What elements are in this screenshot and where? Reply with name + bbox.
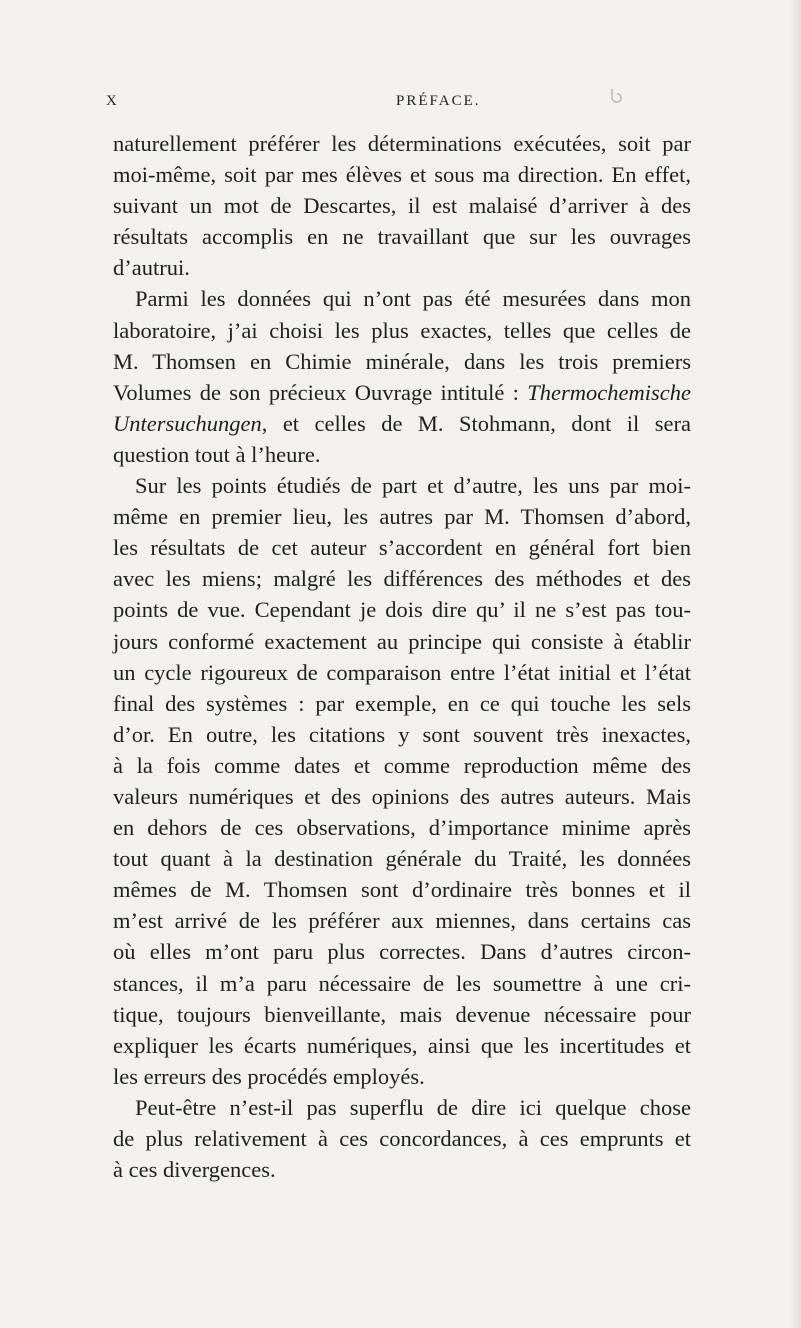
- line-text: les erreurs des procédés employés.: [113, 1063, 425, 1089]
- line-text: tout quant à la destination générale du Traité, les données: [113, 846, 691, 872]
- line-text: Peut-être n’est-il pas superflu de dire ici quelque chose: [135, 1094, 691, 1120]
- text-line: [113, 532, 691, 563]
- text-line: [113, 936, 691, 967]
- text-line: [113, 657, 691, 688]
- line-text: en dehors de ces observations, d’importance minime après: [113, 815, 691, 841]
- book-title-italic: Thermochemische: [527, 379, 691, 405]
- line-text: question tout à l’heure.: [113, 441, 321, 467]
- line-text: d’autrui.: [113, 255, 190, 281]
- text-line: [113, 688, 691, 719]
- text-line: [113, 812, 691, 843]
- line-text: à la fois comme dates et comme reproduction même des: [113, 752, 691, 778]
- text-line: [113, 999, 691, 1030]
- text-line: [113, 719, 691, 750]
- text-line: [113, 1061, 691, 1092]
- text-line: [113, 346, 691, 377]
- line-text: stances, il m’a paru nécessaire de les soumettre à une cri-: [113, 970, 691, 996]
- text-line: [113, 563, 691, 594]
- text-line: [113, 221, 691, 252]
- text-line: [113, 408, 691, 439]
- text-line: [113, 1123, 691, 1154]
- line-text: avec les miens; malgré les différences des méthodes et des: [113, 566, 691, 592]
- text-line: [113, 905, 691, 936]
- text-line: [113, 470, 691, 501]
- line-text: d’or. En outre, les citations y sont souvent très inexactes,: [113, 721, 691, 747]
- page-number: X: [106, 93, 118, 109]
- line-text: où elles m’ont paru plus correctes. Dans d’autres circon-: [113, 939, 691, 965]
- text-line: [113, 843, 691, 874]
- text-line: [113, 439, 691, 470]
- line-text: valeurs numériques et des opinions des autres auteurs. Mais: [113, 783, 691, 809]
- line-text: expliquer les écarts numériques, ainsi que les incertitudes et: [113, 1032, 691, 1058]
- line-text: même en premier lieu, les autres par M. Thomsen d’abord,: [113, 504, 691, 530]
- line-text: final des systèmes : par exemple, en ce qui touche les sels: [113, 690, 691, 716]
- text-line: [113, 252, 691, 283]
- line-text: naturellement préférer les déterminations exécutées, soit par: [113, 131, 691, 156]
- line-text: Sur les points étudiés de part et d’autre, les uns par moi-: [135, 473, 691, 499]
- line-text: de plus relativement à ces concordances, à ces emprunts et: [113, 1126, 691, 1151]
- page-header: [0, 93, 801, 117]
- text-line: [113, 1092, 691, 1123]
- line-text: moi-même, soit par mes élèves et sous ma direction. En effet,: [113, 162, 691, 188]
- text-line: [113, 377, 691, 408]
- text-line: [113, 159, 691, 190]
- body-text: [113, 128, 691, 1185]
- line-text: résultats accomplis en ne travaillant que sur les ouvrages: [113, 224, 691, 250]
- line-text: jours conformé exactement au principe qui consiste à établir: [113, 628, 691, 654]
- line-text: un cycle rigoureux de comparaison entre l’état initial et l’état: [113, 659, 691, 685]
- text-line: [113, 283, 691, 314]
- page-edge-shadow: [789, 0, 801, 1328]
- line-text: M. Thomsen en Chimie minérale, dans les trois premiers: [113, 348, 691, 374]
- line-text: points de vue. Cependant je dois dire qu’ il ne s’est pas tou-: [113, 597, 691, 623]
- library-stamp-mark: [609, 88, 623, 104]
- text-line: [113, 750, 691, 781]
- line-text: à ces divergences.: [113, 1157, 276, 1183]
- line-text-continued: , et celles de M. Stohmann, dont il sera: [261, 410, 691, 436]
- text-line: [113, 128, 691, 159]
- line-text: suivant un mot de Descartes, il est malaisé d’arriver à des: [113, 193, 691, 219]
- book-title-italic: Untersuchungen: [113, 410, 262, 436]
- text-line: [113, 501, 691, 532]
- line-text: m’est arrivé de les préférer aux miennes, dans certains cas: [113, 908, 691, 934]
- text-line: [113, 968, 691, 999]
- text-line: [113, 781, 691, 812]
- text-line: [113, 1154, 691, 1185]
- line-text: laboratoire, j’ai choisi les plus exactes, telles que celles de: [113, 317, 691, 343]
- text-line: [113, 315, 691, 346]
- text-line: [113, 626, 691, 657]
- line-text: Parmi les données qui n’ont pas été mesurées dans mon: [135, 286, 691, 312]
- line-text: Volumes de son précieux Ouvrage intitulé :: [113, 379, 528, 405]
- line-text: mêmes de M. Thomsen sont d’ordinaire très bonnes et il: [113, 877, 691, 903]
- line-text: tique, toujours bienveillante, mais devenue nécessaire pour: [113, 1001, 691, 1027]
- line-text: les résultats de cet auteur s’accordent en général fort bien: [113, 535, 691, 561]
- text-line: [113, 190, 691, 221]
- running-head: PRÉFACE.: [396, 93, 481, 109]
- text-line: [113, 1030, 691, 1061]
- text-line: [113, 594, 691, 625]
- text-line: [113, 874, 691, 905]
